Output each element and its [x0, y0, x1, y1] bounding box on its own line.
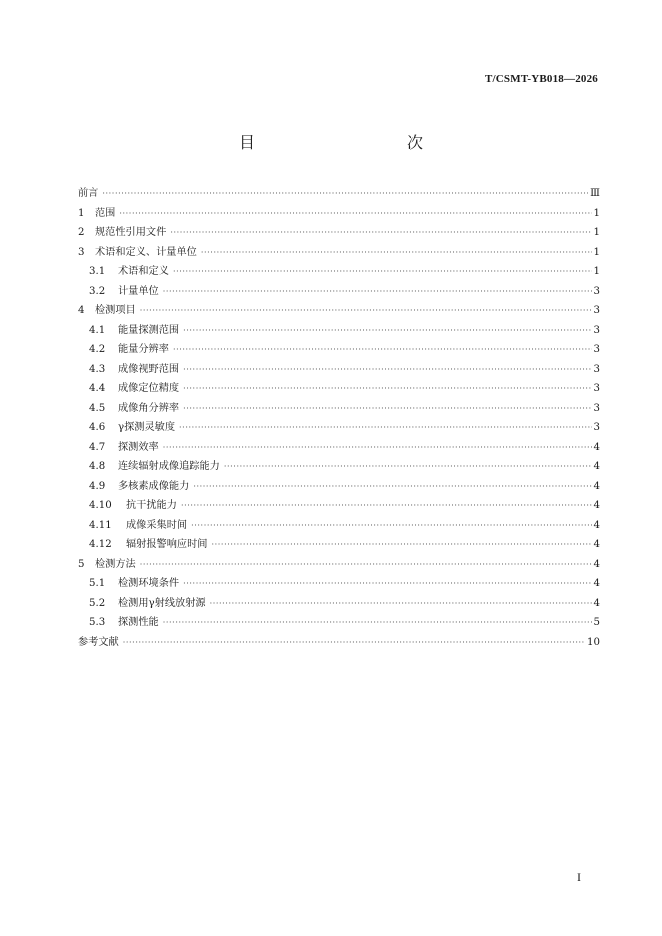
toc-entry-page: 3: [593, 383, 600, 394]
toc-entry-page: 1: [593, 227, 600, 238]
toc-entry-label: 规范性引用文件: [95, 227, 167, 238]
toc-entry[interactable]: [78, 555, 600, 575]
toc-entry-page: 4: [593, 578, 600, 589]
toc-leader-dots: [173, 340, 592, 360]
toc-entry[interactable]: [78, 535, 600, 555]
toc-entry-number: 4.5: [89, 402, 106, 414]
footer-page-number: I: [577, 870, 581, 884]
toc-entry-label: 术语和定义: [118, 266, 169, 277]
toc-entry[interactable]: [78, 243, 600, 263]
toc-entry-number: 4.1: [89, 324, 106, 336]
toc-leader-dots: [179, 418, 591, 438]
toc-leader-dots: [183, 379, 591, 399]
toc-leader-dots: [140, 301, 592, 321]
toc-entry-label: 成像采集时间: [126, 519, 188, 531]
toc-leader-dots: [210, 594, 592, 614]
toc-entry[interactable]: [78, 360, 600, 380]
toc-entry-number: 3.2: [89, 285, 106, 297]
toc-entry-number: 5.1: [89, 578, 106, 589]
toc-entry-number: 1: [78, 207, 85, 219]
toc-entry-label: 检测环境条件: [118, 578, 180, 589]
toc-entry-label: 参考文献: [78, 636, 119, 648]
page-title: 目 次: [238, 133, 463, 152]
table-of-contents: [78, 184, 600, 652]
toc-entry-page: 4: [593, 519, 600, 531]
toc-leader-dots: [119, 204, 591, 224]
toc-entry[interactable]: [78, 223, 600, 243]
toc-entry-page: 3: [593, 324, 600, 336]
toc-entry-number: 4.3: [89, 363, 106, 375]
toc-entry-number: 4.11: [89, 519, 112, 531]
toc-entry-label: 探测性能: [118, 617, 159, 628]
toc-entry-page: 3: [593, 285, 600, 297]
toc-entry-number: 3.1: [89, 266, 106, 277]
toc-entry-number: 4.8: [89, 461, 106, 472]
toc-entry[interactable]: [78, 204, 600, 224]
toc-entry-label: 多核素成像能力: [118, 480, 190, 492]
toc-entry-page: 4: [593, 500, 600, 511]
toc-entry-page: Ⅲ: [590, 188, 600, 199]
toc-entry-number: 2: [78, 227, 85, 238]
toc-entry-label: 连续辐射成像追踪能力: [118, 461, 220, 472]
toc-leader-dots: [102, 184, 588, 204]
toc-entry-number: 4.9: [89, 480, 106, 492]
toc-entry[interactable]: [78, 477, 600, 497]
toc-leader-dots: [173, 262, 592, 282]
toc-leader-dots: [183, 399, 591, 419]
toc-entry-page: 1: [593, 207, 600, 219]
toc-entry[interactable]: [78, 613, 600, 633]
toc-leader-dots: [163, 613, 592, 633]
toc-leader-dots: [163, 282, 592, 302]
toc-leader-dots: [183, 360, 591, 380]
toc-leader-dots: [140, 555, 592, 575]
toc-entry[interactable]: [78, 301, 600, 321]
standard-code: T/CSMT-YB018—2026: [484, 73, 598, 85]
toc-leader-dots: [183, 574, 591, 594]
toc-entry-label: 能量探测范围: [118, 324, 180, 336]
toc-entry-page: 1: [593, 266, 600, 277]
toc-entry-label: 检测用γ射线放射源: [118, 597, 206, 609]
toc-entry-number: 4.12: [89, 539, 112, 550]
toc-entry[interactable]: [78, 594, 600, 614]
toc-entry[interactable]: [78, 516, 600, 536]
toc-entry-page: 1: [593, 246, 600, 258]
toc-leader-dots: [163, 438, 592, 458]
toc-entry[interactable]: [78, 496, 600, 516]
toc-entry-page: 4: [593, 441, 600, 453]
toc-entry-label: 术语和定义、计量单位: [95, 246, 197, 258]
toc-entry-page: 3: [593, 363, 600, 375]
toc-entry-label: 成像角分辨率: [118, 402, 180, 414]
toc-entry-number: 4: [78, 305, 85, 316]
toc-entry-page: 3: [593, 344, 600, 355]
toc-entry[interactable]: [78, 184, 600, 204]
toc-entry-label: 抗干扰能力: [126, 500, 177, 511]
toc-entry-number: 3: [78, 246, 85, 258]
toc-leader-dots: [181, 496, 592, 516]
toc-entry-label: 成像定位精度: [118, 383, 180, 394]
toc-entry-number: 5: [78, 558, 85, 570]
toc-entry-label: 能量分辨率: [118, 344, 169, 355]
toc-entry-label: 范围: [95, 207, 116, 219]
toc-entry-number: 4.10: [89, 500, 112, 511]
toc-entry-page: 3: [593, 305, 600, 316]
toc-leader-dots: [193, 477, 591, 497]
toc-leader-dots: [212, 535, 592, 555]
toc-entry-page: 5: [593, 617, 600, 628]
toc-entry-label: 检测方法: [95, 558, 136, 570]
toc-entry[interactable]: [78, 457, 600, 477]
toc-entry-page: 3: [593, 402, 600, 414]
toc-entry-page: 4: [593, 539, 600, 550]
toc-entry[interactable]: [78, 399, 600, 419]
toc-leader-dots: [123, 633, 585, 653]
toc-entry[interactable]: [78, 282, 600, 302]
toc-entry[interactable]: [78, 379, 600, 399]
toc-entry-page: 4: [593, 480, 600, 492]
toc-leader-dots: [224, 457, 592, 477]
toc-leader-dots: [191, 516, 591, 536]
toc-leader-dots: [183, 321, 591, 341]
toc-entry-page: 10: [587, 636, 600, 648]
toc-entry-page: 4: [593, 461, 600, 472]
toc-entry-page: 3: [593, 422, 600, 433]
toc-entry-label: 计量单位: [118, 285, 159, 297]
toc-entry-label: 前言: [78, 188, 99, 199]
toc-entry[interactable]: [78, 321, 600, 341]
toc-entry-label: 辐射报警响应时间: [126, 539, 208, 550]
toc-leader-dots: [201, 243, 592, 263]
toc-entry-label: 探测效率: [118, 441, 159, 453]
toc-entry-page: 4: [593, 558, 600, 570]
toc-entry[interactable]: [78, 574, 600, 594]
toc-entry[interactable]: [78, 340, 600, 360]
toc-entry-number: 4.4: [89, 383, 106, 394]
toc-entry[interactable]: [78, 262, 600, 282]
toc-entry-number: 4.6: [89, 422, 106, 433]
toc-entry-number: 5.2: [89, 597, 106, 609]
toc-entry-number: 4.7: [89, 441, 106, 453]
toc-entry[interactable]: [78, 438, 600, 458]
toc-entry[interactable]: [78, 418, 600, 438]
toc-entry[interactable]: [78, 633, 600, 653]
toc-entry-number: 4.2: [89, 344, 106, 355]
toc-entry-label: γ探测灵敏度: [118, 422, 176, 433]
toc-entry-page: 4: [593, 597, 600, 609]
toc-leader-dots: [170, 223, 591, 243]
toc-entry-number: 5.3: [89, 617, 106, 628]
toc-entry-label: 检测项目: [95, 305, 136, 316]
toc-entry-label: 成像视野范围: [118, 363, 180, 375]
